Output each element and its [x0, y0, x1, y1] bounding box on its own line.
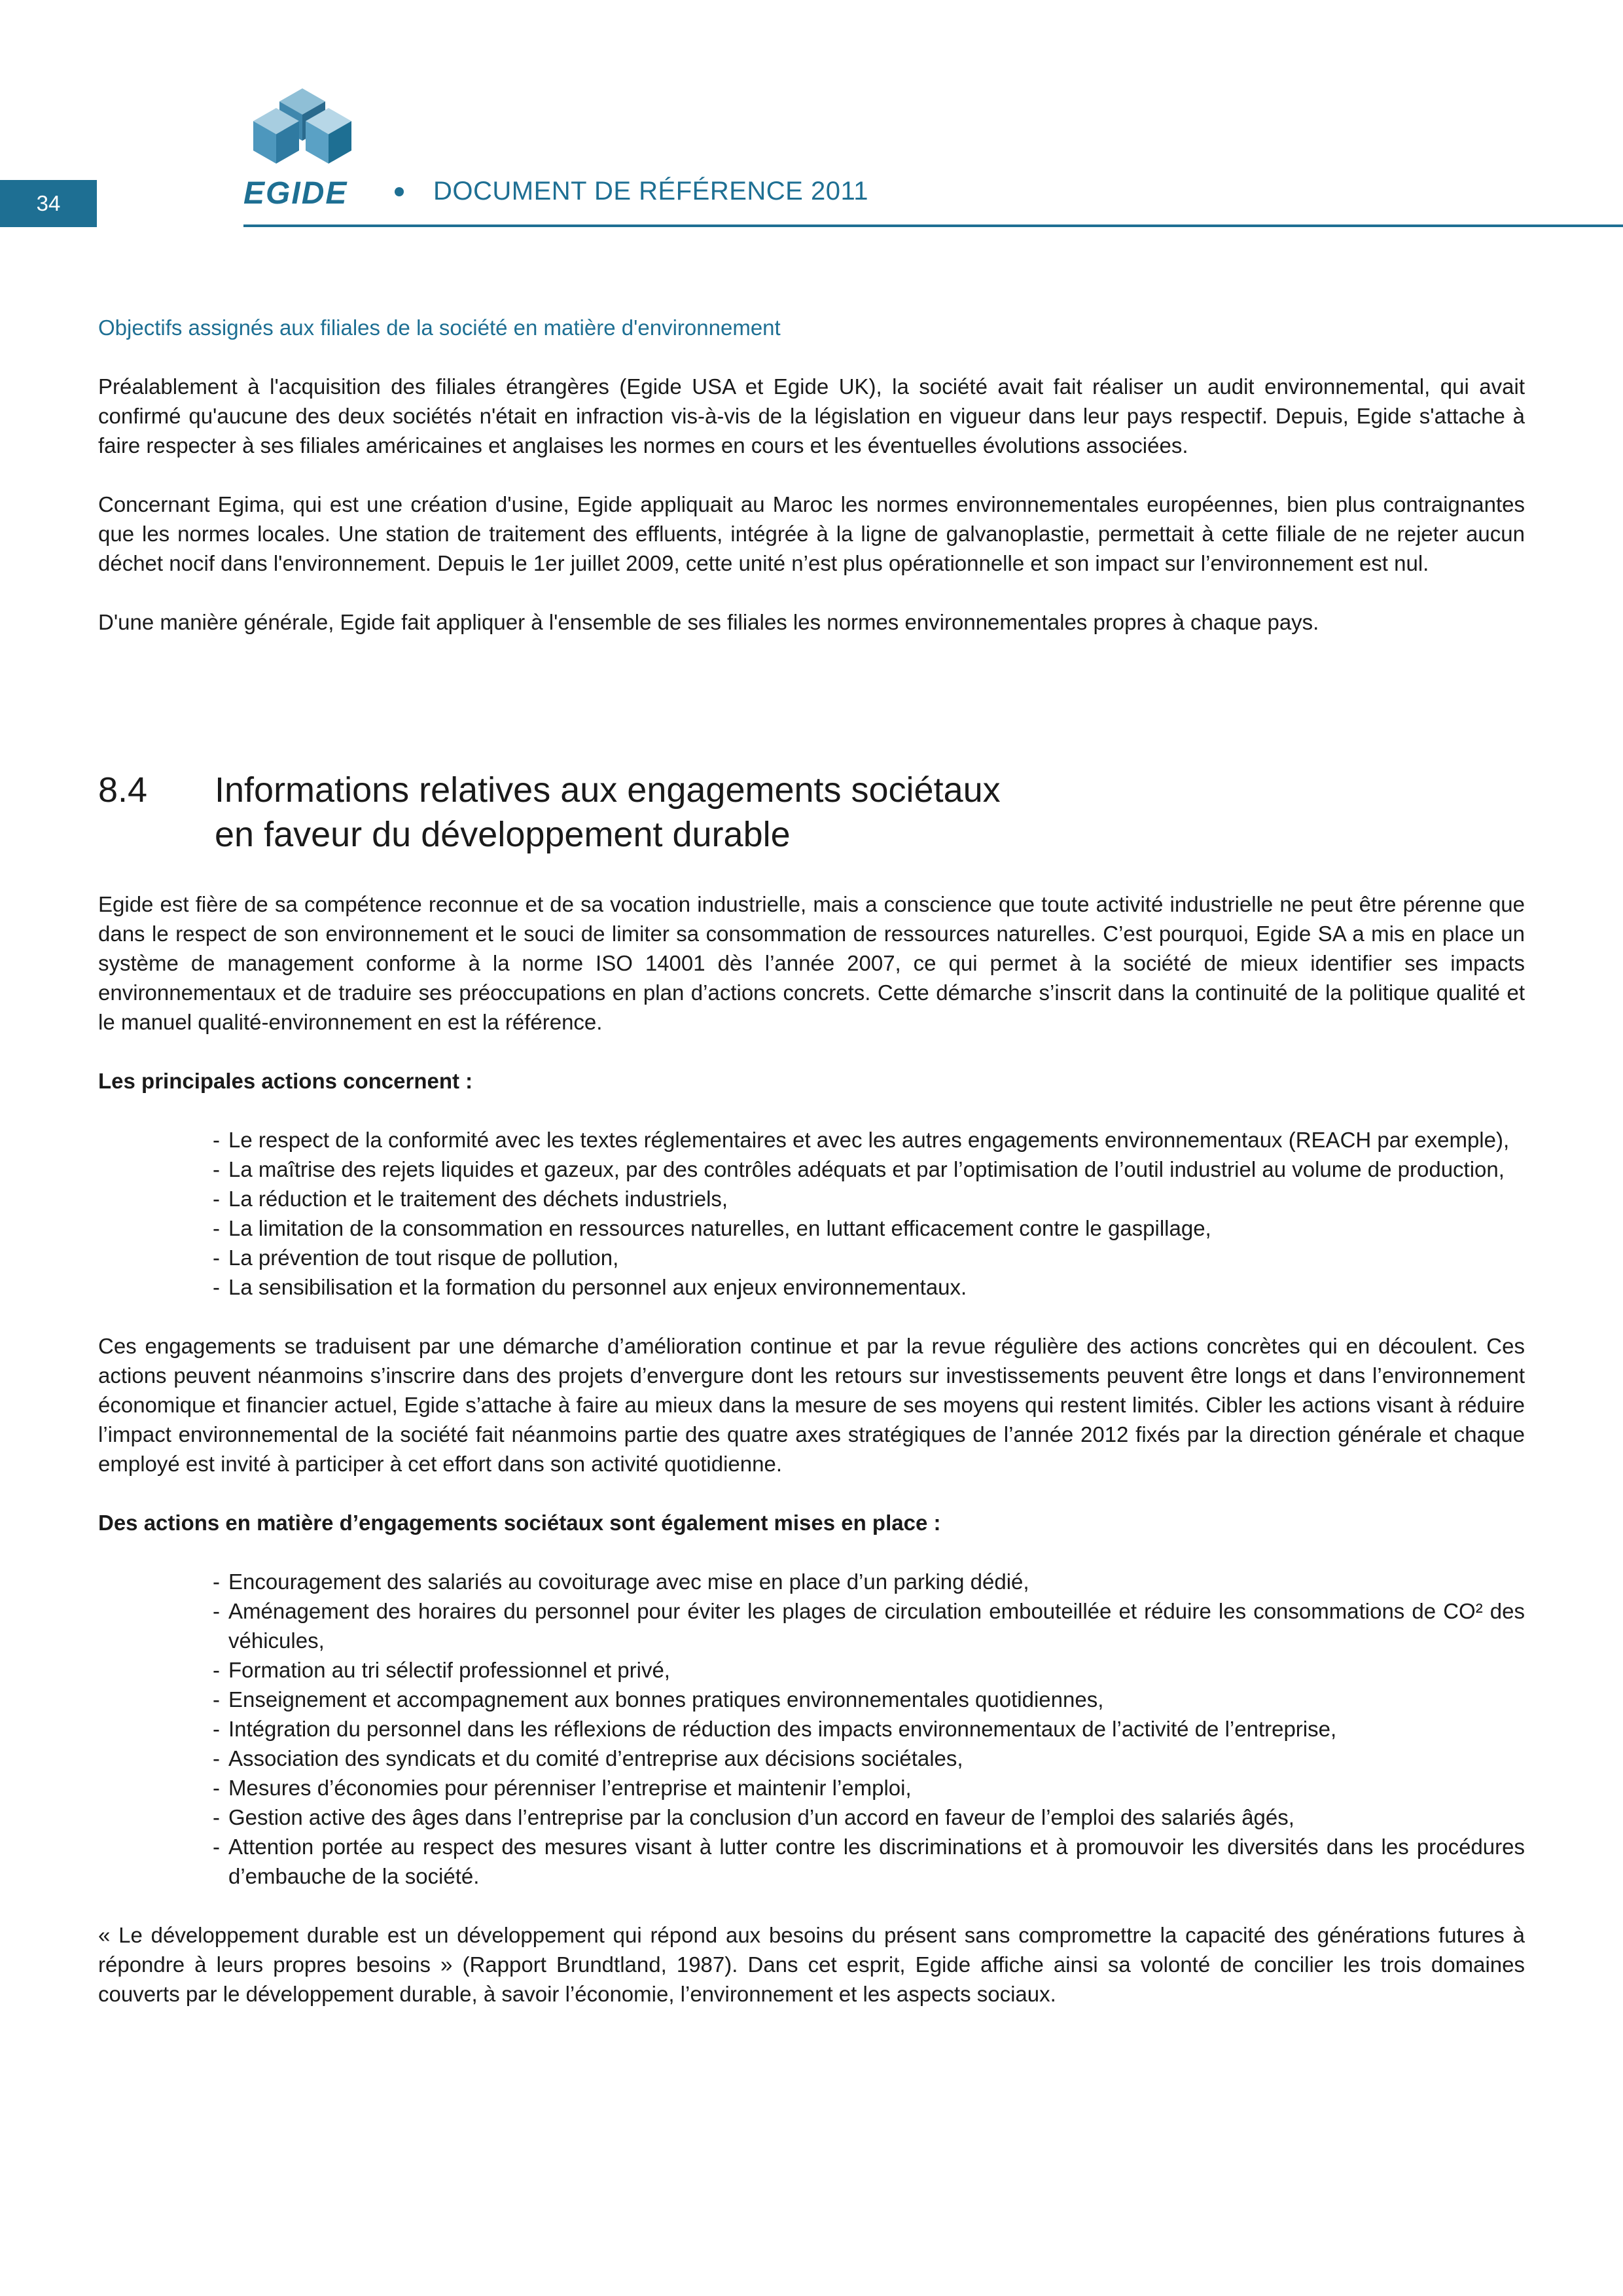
- page-content: [98, 313, 1525, 2038]
- list-item: - Attention portée au respect des mesures visant à lutter contre les discriminations et à promouvoir les diversités dans les procédures d’embauche de la société.: [213, 1832, 1525, 1891]
- list-item: - Le respect de la conformité avec les textes réglementaires et avec les autres engagements environnementaux (REACH par exemple),: [213, 1125, 1525, 1155]
- page-number: 34: [36, 191, 61, 215]
- engagements-paragraph: Ces engagements se traduisent par une démarche d’amélioration continue et par la revue régulière des actions concrètes qui en découlent. Ces actions peuvent néanmoins s’inscrire dans des projets d’envergure dont les retours sur investissements peuvent être longs et dans l’environnement économique et financier actuel, Egide s’attache à faire au mieux dans la mesure de ses moyens qui restent limités. Cibler les actions visant à réduire l’impact environnemental de la société fait néanmoins partie des quatre axes stratégiques de l’année 2012 fixés par la direction générale et chaque employé est invité à participer à cet effort dans son activité quotidienne.: [98, 1334, 1525, 1476]
- list-item: - La prévention de tout risque de pollution,: [213, 1243, 1525, 1272]
- list-item: - La réduction et le traitement des déchets industriels,: [213, 1184, 1525, 1213]
- page-number-tab: [0, 180, 97, 227]
- intro-paragraph: Egide est fière de sa compétence reconnue et de sa vocation industrielle, mais a conscience que toute activité industrielle ne peut être pérenne que dans le respect de son environnement et le souci de limiter sa consommation de ressources naturelles. C’est pourquoi, Egide SA a mis en place un système de management conforme à la norme ISO 14001 dès l’année 2007, ce qui permet à la société de mieux identifier ses impacts environnementaux et de traduire ses préoccupations en plan d’actions concrets. Cette démarche s’inscrit dans la continuité de la politique qualité et le manuel qualité-environnement en est la référence.: [98, 892, 1525, 1034]
- societal-heading: Des actions en matière d’engagements sociétaux sont également mises en place :: [98, 1511, 941, 1535]
- list-item: - La limitation de la consommation en ressources naturelles, en luttant efficacement contre le gaspillage,: [213, 1213, 1525, 1243]
- header-bullet-icon: [395, 187, 404, 196]
- list-item: - Enseignement et accompagnement aux bonnes pratiques environnementales quotidiennes,: [213, 1685, 1525, 1714]
- list-item: - Intégration du personnel dans les réflexions de réduction des impacts environnementaux de l’activité de l’entreprise,: [213, 1714, 1525, 1744]
- list-item: - Mesures d’économies pour pérenniser l’entreprise et maintenir l’emploi,: [213, 1773, 1525, 1803]
- section-title: [215, 768, 1001, 857]
- actions-heading: Les principales actions concernent :: [98, 1069, 473, 1093]
- cubes-logo-icon: [243, 85, 368, 183]
- list-item: - Formation au tri sélectif professionnel et privé,: [213, 1655, 1525, 1685]
- list-item: - La sensibilisation et la formation du personnel aux enjeux environnementaux.: [213, 1272, 1525, 1302]
- list-item: - Encouragement des salariés au covoiturage avec mise en place d’un parking dédié,: [213, 1567, 1525, 1596]
- societal-actions-list: [98, 1567, 1525, 1891]
- document-title: DOCUMENT DE RÉFÉRENCE 2011: [433, 177, 868, 206]
- list-item: - Gestion active des âges dans l’entreprise par la conclusion d’un accord en faveur de l’emploi des salariés âgés,: [213, 1803, 1525, 1832]
- header-divider: [243, 224, 1623, 227]
- section-number: 8.4: [98, 770, 148, 810]
- env-paragraph: Préalablement à l'acquisition des filiales étrangères (Egide USA et Egide UK), la société avait fait réaliser un audit environnemental, qui avait confirmé qu'aucune des deux sociétés n'était en infraction vis-à-vis de la législation en vigueur dans leur pays respectif. Depuis, Egide s'attache à faire respecter à ses filiales américaines et anglaises les normes en cours et les éventuelles évolutions associées.: [98, 374, 1525, 457]
- list-item: - Aménagement des horaires du personnel pour éviter les plages de circulation embouteillée et réduire les consommations de CO² des véhicules,: [213, 1596, 1525, 1655]
- closing-paragraph: « Le développement durable est un développement qui répond aux besoins du présent sans compromettre la capacité des générations futures à répondre à leurs propres besoins » (Rapport Brundtland, 1987). Dans cet esprit, Egide affiche ainsi sa volonté de concilier les trois domaines couverts par le développement durable, à savoir l’économie, l’environnement et les aspects sociaux.: [98, 1923, 1525, 2006]
- env-paragraph: D'une manière générale, Egide fait appliquer à l'ensemble de ses filiales les normes environnementales propres à chaque pays.: [98, 610, 1319, 634]
- list-item: - Association des syndicats et du comité d’entreprise aux décisions sociétales,: [213, 1744, 1525, 1773]
- list-item: - La maîtrise des rejets liquides et gazeux, par des contrôles adéquats et par l’optimisation de l’outil industriel au volume de production,: [213, 1155, 1525, 1184]
- actions-list: [98, 1125, 1525, 1302]
- egide-logo: [243, 85, 374, 209]
- env-subheading: Objectifs assignés aux filiales de la société en matière d'environnement: [98, 315, 781, 340]
- logo-wordmark: EGIDE: [243, 176, 348, 211]
- section-heading-8-4: [98, 768, 1525, 857]
- env-paragraph: Concernant Egima, qui est une création d'usine, Egide appliquait au Maroc les normes environnementales européennes, bien plus contraignantes que les normes locales. Une station de traitement des effluents, intégrée à la ligne de galvanoplastie, permettait à cette filiale de ne rejeter aucun déchet nocif dans l'environnement. Depuis le 1er juillet 2009, cette unité n’est plus opérationnelle et son impact sur l’environnement est nul.: [98, 492, 1525, 575]
- section-title-line: Informations relatives aux engagements sociétaux: [215, 770, 1001, 810]
- section-title-line: en faveur du développement durable: [215, 815, 791, 854]
